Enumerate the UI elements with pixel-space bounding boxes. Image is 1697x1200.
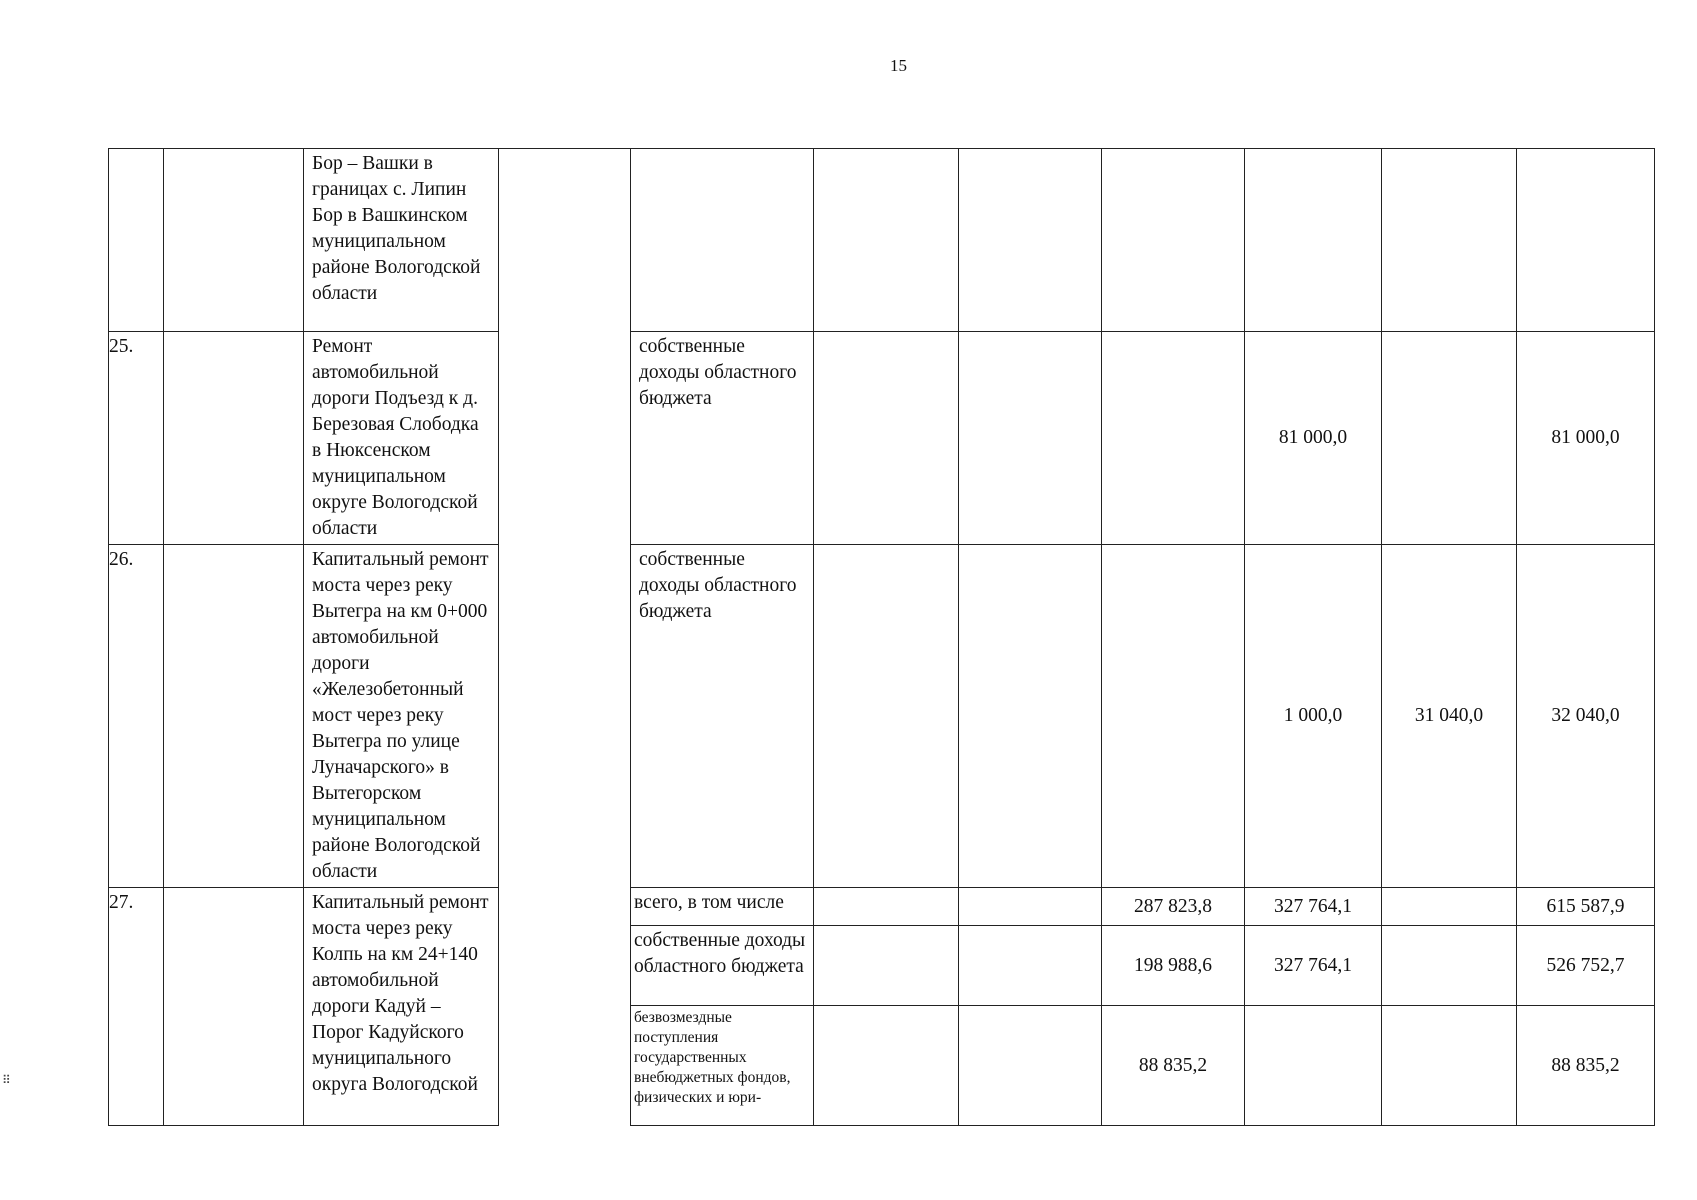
object-name: Бор – Вашки в границах с. Липин Бор в Вашкинском муниципальном районе Вологодской области <box>304 149 499 332</box>
empty-cell <box>814 1006 959 1126</box>
row-index: 26. <box>109 545 164 888</box>
funding-source: собственные доходы областного бюджета <box>631 332 814 545</box>
object-name: Капитальный ремонт моста через реку Вытегра на км 0+000 автомобильной дороги «Железобетонный мост через реку Вытегра по улице Луначарского» в Вытегорском муниципальном районе Вологодской области <box>304 545 499 888</box>
value-2026 <box>1382 332 1517 545</box>
value-2026 <box>1382 926 1517 1006</box>
object-name: Ремонт автомобильной дороги Подъезд к д. Березовая Слободка в Нюксенском муниципальном округе Вологодской области <box>304 332 499 545</box>
value-2025: 1 000,0 <box>1245 545 1382 888</box>
empty-cell <box>814 926 959 1006</box>
value-2024: 88 835,2 <box>1102 1006 1245 1126</box>
empty-cell <box>959 888 1102 926</box>
value-2026: 31 040,0 <box>1382 545 1517 888</box>
empty-cell <box>164 888 304 1126</box>
empty-cell <box>814 332 959 545</box>
value-2025: 327 764,1 <box>1245 926 1382 1006</box>
value-2026 <box>1382 1006 1517 1126</box>
value-2025 <box>1245 1006 1382 1126</box>
value-2025: 81 000,0 <box>1245 332 1382 545</box>
empty-cell <box>164 149 304 332</box>
value-2026 <box>1382 888 1517 926</box>
object-name: Капитальный ремонт моста через реку Колпь на км 24+140 автомобильной дороги Кадуй – Порог Кадуйского муниципального округа Вологодской <box>304 888 499 1126</box>
empty-cell <box>959 545 1102 888</box>
value-2024 <box>1102 332 1245 545</box>
table-row <box>109 888 1655 926</box>
value-2024 <box>1102 149 1245 332</box>
funding-source: безвозмездные поступления государственных внебюджетных фондов, физических и юри- <box>631 1006 814 1126</box>
funding-source: всего, в том числе <box>631 888 814 926</box>
value-2024: 287 823,8 <box>1102 888 1245 926</box>
value-2024 <box>1102 545 1245 888</box>
empty-cell <box>959 926 1102 1006</box>
value-total: 526 752,7 <box>1517 926 1655 1006</box>
empty-cell <box>959 1006 1102 1126</box>
blank-column <box>499 149 631 1126</box>
empty-cell <box>814 149 959 332</box>
value-total: 88 835,2 <box>1517 1006 1655 1126</box>
value-total <box>1517 149 1655 332</box>
value-total: 32 040,0 <box>1517 545 1655 888</box>
empty-cell <box>814 888 959 926</box>
row-index <box>109 149 164 332</box>
empty-cell <box>959 332 1102 545</box>
table-row <box>109 545 1655 888</box>
table-row <box>109 332 1655 545</box>
value-total: 81 000,0 <box>1517 332 1655 545</box>
page-number: 15 <box>890 56 907 75</box>
value-2025 <box>1245 149 1382 332</box>
value-2026 <box>1382 149 1517 332</box>
row-index: 25. <box>109 332 164 545</box>
empty-cell <box>814 545 959 888</box>
value-2024: 198 988,6 <box>1102 926 1245 1006</box>
empty-cell <box>164 545 304 888</box>
empty-cell <box>959 149 1102 332</box>
value-total: 615 587,9 <box>1517 888 1655 926</box>
value-2025: 327 764,1 <box>1245 888 1382 926</box>
row-index: 27. <box>109 888 164 1126</box>
table-row <box>109 149 1655 332</box>
empty-cell <box>164 332 304 545</box>
margin-mark: ⠿ <box>2 1073 11 1087</box>
funding-source <box>631 149 814 332</box>
funding-source: собственные доходы областного бюджета <box>631 926 814 1006</box>
budget-table <box>108 148 1655 1126</box>
funding-source: собственные доходы областного бюджета <box>631 545 814 888</box>
